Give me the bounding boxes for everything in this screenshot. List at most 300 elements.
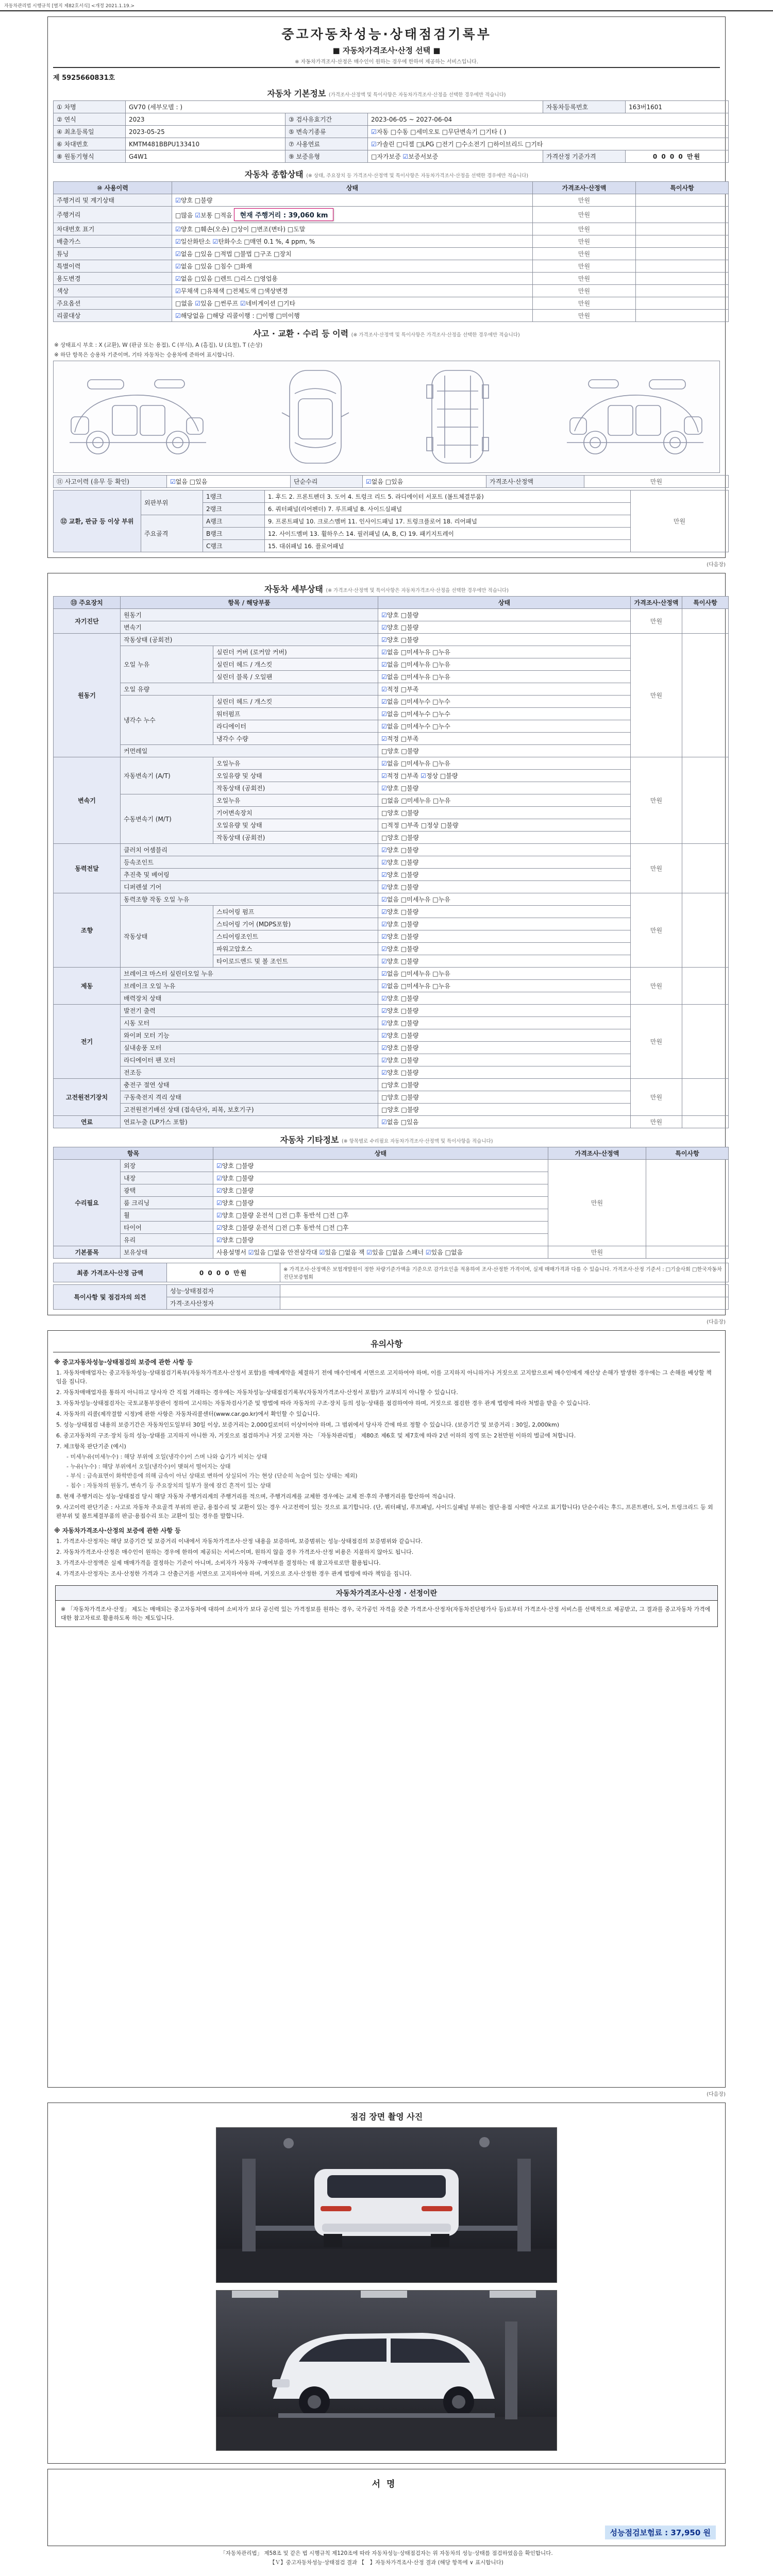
notice-item: 5. 성능·상태점검 내용의 보증기간은 자동차인도일부터 30일 이상, 보증거리는 2,000킬로미터 이상이어야 하며, 그 범위에서 당사자 간에 따로 정할 수 있습니다. (보증기간 및 보증거리 : 30일, 2,000km) xyxy=(56,1421,560,1429)
table-row xyxy=(54,906,729,918)
checkbox-group[interactable]: ☑없음 □미세누유 □누유 xyxy=(378,893,631,906)
table-cell xyxy=(646,1246,729,1259)
table-cell: 만원 xyxy=(533,310,636,322)
table-row xyxy=(54,646,729,658)
table-cell: 만원 xyxy=(533,207,636,223)
table-row xyxy=(54,150,729,163)
table-cell: ② 연식 xyxy=(54,113,126,126)
checkbox-group[interactable]: ☑양호 □불량 xyxy=(378,955,631,968)
table-cell: 상태 xyxy=(378,597,631,609)
checkbox-group[interactable]: ☑없음 □있음 □적법 □불법 □구조 □장치 xyxy=(172,248,533,260)
table-cell: 상태 xyxy=(213,1147,548,1160)
checkbox-group[interactable]: ☑없음 □있음 □렌트 □리스 □영업용 xyxy=(172,273,533,285)
table-row xyxy=(54,1147,729,1160)
notice-item: 9. 사고이력 판단기준 : 사고로 자동차 주요골격 부위의 판금, 용접수리 및 교환이 있는 경우 사고전력이 있는 것으로 표기합니다. (단, 쿼터패널, 루프패널, 사이드실패널 부위는 절단·용접 시에만 사고로 표기합니다) 단순수리는 후드, 프론트펜더, 도어, 트렁크리드 등 외판부위 및 볼트체결부품의 판금·용접수리 또는 교환이 있는 경우를 말합니다. xyxy=(56,1504,713,1520)
accident-history-table xyxy=(53,475,720,488)
table-cell xyxy=(682,1005,729,1079)
table-cell: 오일유량 및 상태 xyxy=(213,770,378,782)
checkbox-group[interactable]: ☑양호 □불량 xyxy=(378,1042,631,1054)
table-cell: 커먼레일 xyxy=(121,745,378,757)
table-cell: ⑩ 사용이력 xyxy=(54,182,172,194)
table-cell: 상태 xyxy=(172,182,533,194)
accident-parts-table xyxy=(53,490,720,552)
table-cell: 자동변속기 (A/T) xyxy=(121,757,213,794)
table-cell xyxy=(682,1079,729,1116)
table-cell: 오일유량 및 상태 xyxy=(213,819,378,832)
checkbox-group[interactable]: ☑없음 □미세누유 □누유 xyxy=(378,646,631,658)
table-row xyxy=(54,1079,729,1091)
table-row xyxy=(54,1066,729,1079)
opinion-table xyxy=(53,1284,720,1310)
notice-item: 6. 중고자동차의 구조·장치 등의 성능·상태를 고지하지 아니한 자, 거짓으로 점검하거나 거짓 고지한 자는 「자동차관리법」 제80조 제6호 및 제7호에 따라 2년 이하의 징역 또는 2천만원 이하의 벌금에 처합니다. xyxy=(56,1432,576,1439)
table-row xyxy=(54,1054,729,1066)
notice-item: - 누유(누수) : 해당 부위에서 오일(냉각수)이 맺혀서 떨어지는 상태 xyxy=(66,1463,231,1470)
checkbox-group[interactable]: ☑양호 □불량 xyxy=(378,1029,631,1042)
checkbox-group[interactable]: ☑없음 □미세누수 □누수 xyxy=(378,696,631,708)
overall-section-title: 자동차 종합상태 (※ 상태, 주요장치 등 가격조사·산정액 및 특이사항은 자동차가격조사·산정을 선택한 경우에만 적습니다) xyxy=(244,170,529,179)
table-cell: 만원 xyxy=(533,223,636,235)
checkbox-group[interactable]: ☑양호 □불량 xyxy=(378,1005,631,1017)
notice-item: 1. 가격조사·산정자는 해당 보증기간 및 보증거리 이내에서 자동차가격조사·산정 내용을 보증하며, 보증범위는 성능·상태점검의 보증범위와 같습니다. xyxy=(56,1537,423,1545)
table-cell: 가격조사·산정액 xyxy=(548,1147,646,1160)
sheet-2 xyxy=(47,573,726,1315)
final-price-table xyxy=(53,1263,720,1282)
accident-legend-2: ※ 하단 항목은 승용차 기준이며, 기타 자동차는 승용차에 준하여 표시합니다. xyxy=(54,352,234,358)
checkbox-group[interactable]: ☑양호 □불량 xyxy=(378,621,631,634)
next-page-marker-2: (다음장) xyxy=(707,1319,726,1325)
page-subtitle-note: ※ 자동차가격조사·산정은 매수인이 원하는 경우에 한하여 제공하는 서비스입니다. xyxy=(295,59,478,65)
table-cell: 12. 사이드멤버 13. 휠하우스 14. 필러패널 (A, B, C) 19. 패키지트레이 xyxy=(265,528,631,540)
checkbox-group[interactable]: ☑적정 □부족 xyxy=(378,683,631,696)
table-cell xyxy=(636,223,729,235)
checkbox-group[interactable]: ☑없음 □미세누유 □누유 xyxy=(378,671,631,683)
table-cell: 라디에이터 팬 모터 xyxy=(121,1054,378,1066)
table-cell: 실린더 커버 (로커암 커버) xyxy=(213,646,378,658)
checkbox-group[interactable]: ☑양호 □불량 xyxy=(378,1017,631,1029)
table-cell xyxy=(682,609,729,634)
checkbox-group[interactable]: ☑없음 □미세누유 □누유 xyxy=(378,980,631,992)
checkbox-group[interactable]: ☑양호 □불량 xyxy=(378,844,631,856)
table-cell: 주요옵션 xyxy=(54,297,172,310)
table-cell: 자기진단 xyxy=(54,609,121,634)
table-cell: 외판부위 xyxy=(141,490,203,515)
table-cell: 냉각수 수량 xyxy=(213,733,378,745)
car-diagram-side-right-icon xyxy=(557,365,716,468)
table-cell: 스티어링 기어 (MDPS포함) xyxy=(213,918,378,930)
checkbox-group[interactable]: ☑양호 □불량 운전석 □전 □후 동반석 □전 □후 xyxy=(213,1222,548,1234)
checkbox-group[interactable]: □없음 □미세누유 □누유 xyxy=(378,794,631,807)
checkbox-group[interactable]: ☑양호 □불량 xyxy=(213,1184,548,1197)
table-cell xyxy=(636,194,729,207)
table-row xyxy=(54,194,729,207)
checkbox-group[interactable]: ☑양호 □불량 운전석 □전 □후 동반석 □전 □후 xyxy=(213,1209,548,1222)
table-cell: 만원 xyxy=(533,260,636,273)
table-row xyxy=(54,1160,729,1172)
checkbox-group[interactable]: ☑없음 □미세누수 □누수 xyxy=(378,708,631,720)
table-cell: 룸 크리닝 xyxy=(121,1197,213,1209)
notice-item: 8. 현재 주행거리는 성능·상태점검 당시 해당 자동차 주행거리계의 주행거리를 적으며, 주행거리계를 교체한 경우에는 교체 전·후의 주행거리를 합산하여 적습니다. xyxy=(56,1493,456,1500)
table-row xyxy=(54,1246,729,1259)
table-cell: ⑥ 차대번호 xyxy=(54,138,126,150)
notice-item: 4. 자동차의 리콜(제작결함 시정)에 관한 사항은 자동차리콜센터(www.car.go.kr)에서 확인할 수 있습니다. xyxy=(56,1411,320,1418)
checkbox-group[interactable]: ☑없음 □있음 xyxy=(167,476,291,488)
checkbox-group[interactable]: ☑없음 □미세누수 □누수 xyxy=(378,720,631,733)
table-row xyxy=(54,968,729,980)
checkbox-group[interactable]: ☑없음 □있음 xyxy=(363,476,486,488)
table-cell: 고전원전기장치 xyxy=(54,1079,121,1116)
basic-section-note: (가격조사·산정액 및 특이사항은 자동차가격조사·산정을 선택한 경우에만 적습니다) xyxy=(328,92,506,98)
accident-section-note: (※ 가격조사·산정액 및 특이사항은 가격조사·산정을 선택한 경우에만 적습니다) xyxy=(351,332,520,338)
table-row xyxy=(54,1005,729,1017)
table-cell: 특이사항 및 점검자의 의견 xyxy=(54,1285,167,1310)
table-cell: 추진축 및 베어링 xyxy=(121,869,378,881)
checkbox-group[interactable]: □많음 ☑보통 □적음 현재 주행거리 : 39,060 km xyxy=(172,207,533,223)
accident-section-title: 사고 · 교환 · 수리 등 이력 (※ 가격조사·산정액 및 특이사항은 가격조사·산정을 선택한 경우에만 적습니다) xyxy=(253,329,520,338)
table-cell: 작동상태 (공회전) xyxy=(121,634,378,646)
table-row xyxy=(54,683,729,696)
table-cell: 조향 xyxy=(54,893,121,968)
title-block xyxy=(53,21,720,68)
table-cell: 변속기 xyxy=(54,757,121,844)
table-cell: 6. 쿼터패널(리어펜더) 7. 루프패널 8. 사이드실패널 xyxy=(265,503,631,515)
insurance-fee-badge: 성능점검보험료 : 37,950 원 xyxy=(605,2526,716,2539)
table-cell: 와이퍼 모터 기능 xyxy=(121,1029,378,1042)
sheet-3 xyxy=(47,1330,726,2088)
table-cell: 스티어링조인트 xyxy=(213,930,378,943)
table-cell xyxy=(280,1297,729,1310)
table-cell: 만원 xyxy=(631,757,682,844)
price-definition-title: 자동차가격조사·산정 · 선정이란 xyxy=(56,1586,717,1601)
table-row xyxy=(54,101,729,113)
checkbox-group[interactable]: ☑양호 □불량 xyxy=(378,634,631,646)
table-cell: 만원 xyxy=(533,235,636,248)
checkbox-group[interactable]: ☑가솔린 □디젤 □LPG □전기 □수소전기 □하이브리드 □기타 xyxy=(368,138,729,150)
checkbox-group[interactable]: □양호 □불량 xyxy=(378,1104,631,1116)
table-row xyxy=(54,260,729,273)
table-row xyxy=(54,844,729,856)
notice-item: 2. 자동차매매업자를 통하지 아니하고 당사자 간 직접 거래하는 경우에는 자동차성능·상태점검기록부(자동차가격조사·산정서 포함)가 교부되지 아니할 수 있습니다. xyxy=(56,1389,458,1396)
checkbox-group[interactable]: ☑양호 □불량 xyxy=(213,1172,548,1184)
table-cell xyxy=(636,310,729,322)
table-cell: 만원 xyxy=(631,968,682,1005)
table-cell: 만원 xyxy=(631,609,682,634)
table-cell: 오일누유 xyxy=(213,757,378,770)
form-reference-strip xyxy=(0,0,773,11)
table-cell: 만원 xyxy=(631,1079,682,1116)
table-cell: B랭크 xyxy=(203,528,265,540)
table-cell: G4W1 xyxy=(126,150,285,163)
checkbox-group[interactable]: □양호 □불량 xyxy=(378,1079,631,1091)
table-cell: 가격·조사산정자 xyxy=(167,1297,280,1310)
table-cell: 전조등 xyxy=(121,1066,378,1079)
table-cell: 충전구 절연 상태 xyxy=(121,1079,378,1091)
checkbox-group[interactable]: ☑양호 □불량 xyxy=(213,1197,548,1209)
table-row xyxy=(54,696,729,708)
table-row xyxy=(54,223,729,235)
table-cell: 작동상태 (공회전) xyxy=(213,832,378,844)
car-diagram-underbody-icon xyxy=(414,365,501,468)
table-cell: 클러치 어셈블리 xyxy=(121,844,378,856)
table-cell: 배력장치 상태 xyxy=(121,992,378,1005)
detail-section-note: (※ 가격조사·산정액 및 특이사항은 자동차가격조사·산정을 선택한 경우에만 적습니다) xyxy=(326,588,509,594)
table-cell: 가격조사·산정액 xyxy=(631,597,682,609)
table-cell: 만원 xyxy=(533,194,636,207)
checkbox-group[interactable]: □없음 ☑있음 □썬루프 ☑네비게이션 □기타 xyxy=(172,297,533,310)
table-cell: 가격조사·산정액 xyxy=(486,476,584,488)
notice-item: - 침수 : 자동차의 원동기, 변속기 등 주요장치의 일부가 물에 잠긴 흔적이 있는 상태 xyxy=(66,1482,271,1489)
table-cell: 항목 / 해당부품 xyxy=(121,597,378,609)
checkbox-group[interactable]: ☑양호 □불량 xyxy=(378,881,631,893)
other-section-title: 자동차 기타정보 (※ 항목별로 수리필요 자동차가격조사·산정액 및 특이사항을 적습니다) xyxy=(280,1135,493,1145)
table-cell: 1. 후드 2. 프론트펜더 3. 도어 4. 트렁크 리드 5. 라디에이터 서포트 (볼트체결부품) xyxy=(265,490,631,503)
table-cell: 수리필요 xyxy=(54,1160,121,1246)
table-cell: 튜닝 xyxy=(54,248,172,260)
table-cell: 광택 xyxy=(121,1184,213,1197)
page-footer xyxy=(47,2549,726,2568)
table-cell: 시동 모터 xyxy=(121,1017,378,1029)
checkbox-group[interactable]: ☑없음 □미세누유 □누유 xyxy=(378,658,631,671)
table-row xyxy=(54,745,729,757)
table-cell: ⑧ 원동기형식 xyxy=(54,150,126,163)
table-cell: 작동상태 xyxy=(121,906,213,968)
table-cell xyxy=(636,207,729,223)
checkbox-group[interactable]: ☑양호 □불량 xyxy=(378,609,631,621)
table-cell: 2랭크 xyxy=(203,503,265,515)
table-cell: 만원 xyxy=(631,490,729,552)
sheet-4 xyxy=(47,2103,726,2464)
checkbox-group[interactable]: ☑없음 □있음 □침수 □화재 xyxy=(172,260,533,273)
table-cell: ④ 최초등록일 xyxy=(54,126,126,138)
table-cell: KMTM481BBPU133410 xyxy=(126,138,285,150)
table-cell: C랭크 xyxy=(203,540,265,552)
table-cell: GV70 (세부모델 : ) xyxy=(126,101,543,113)
table-cell: 발전기 출력 xyxy=(121,1005,378,1017)
table-cell: ⑤ 변속기종류 xyxy=(285,126,368,138)
table-cell: 차대번호 표기 xyxy=(54,223,172,235)
checkbox-group[interactable]: ※ 가격조사·산정액은 보험개발원이 정한 차량기준가액을 기준으로 감가요인을 적용하여 조사·산정한 가격이며, 실제 매매가격과 다를 수 있습니다. 가격조사·산정 기준서 : □기술사회 □한국자동차진단보증협회 xyxy=(280,1263,729,1282)
detail-section-title: 자동차 세부상태 (※ 가격조사·산정액 및 특이사항은 자동차가격조사·산정을 선택한 경우에만 적습니다) xyxy=(264,584,509,594)
table-cell: 오일 누유 xyxy=(121,646,213,683)
table-row xyxy=(54,1104,729,1116)
table-cell: 원동기 xyxy=(54,634,121,757)
table-row xyxy=(54,1029,729,1042)
table-cell: 용도변경 xyxy=(54,273,172,285)
table-cell: 만원 xyxy=(631,1005,682,1079)
table-row xyxy=(54,310,729,322)
checkbox-group[interactable]: □양호 □불량 xyxy=(378,745,631,757)
table-cell: 오일누유 xyxy=(213,794,378,807)
table-cell xyxy=(682,893,729,968)
table-cell: 기어변속장치 xyxy=(213,807,378,819)
sheet-1 xyxy=(47,16,726,558)
table-cell: 주요골격 xyxy=(141,515,203,552)
notice-item: ※ 중고자동차성능·상태점검의 보증에 관한 사항 등 xyxy=(54,1359,193,1366)
table-row xyxy=(54,182,729,194)
table-cell: ⑦ 사용연료 xyxy=(285,138,368,150)
table-cell: ⑪ 사고이력 (유무 등 확인) xyxy=(54,476,167,488)
notice-title: 유의사항 xyxy=(53,1335,720,1352)
checkbox-group[interactable]: ☑양호 □불량 xyxy=(378,930,631,943)
table-cell xyxy=(636,285,729,297)
table-cell: 0 0 0 0 만원 xyxy=(626,150,729,163)
table-cell: 성능·상태점검자 xyxy=(167,1285,280,1297)
table-cell: 가격산정 기준가격 xyxy=(543,150,626,163)
checkbox-group[interactable]: □자가보증 ☑보증서보증 xyxy=(368,150,543,163)
checkbox-group[interactable]: □적정 □부족 □정상 □불량 xyxy=(378,819,631,832)
checkbox-group[interactable]: ☑없음 □미세누유 □누유 xyxy=(378,968,631,980)
table-cell: 2023 xyxy=(126,113,285,126)
table-cell: ⑨ 보증유형 xyxy=(285,150,368,163)
table-cell: 스티어링 펌프 xyxy=(213,906,378,918)
table-cell: 만원 xyxy=(548,1160,646,1246)
checkbox-group[interactable]: ☑양호 □불량 xyxy=(378,1054,631,1066)
table-row xyxy=(54,1263,729,1282)
table-cell: 타이어 xyxy=(121,1222,213,1234)
checkbox-group[interactable]: ☑양호 □불량 xyxy=(378,943,631,955)
checkbox-group[interactable]: 사용설명서 ☑있음 □없음 안전삼각대 ☑있음 □없음 잭 ☑있음 □없음 스패너 ☑있음 □없음 xyxy=(213,1246,548,1259)
checkbox-group[interactable]: ☑양호 □불량 xyxy=(378,906,631,918)
table-cell: 타이로드엔드 및 볼 조인트 xyxy=(213,955,378,968)
price-definition-box xyxy=(55,1585,718,1627)
table-cell: 작동상태 (공회전) xyxy=(213,782,378,794)
photo-section-title: 점검 장면 촬영 사진 xyxy=(350,2112,423,2122)
table-cell: 실린더 헤드 / 개스킷 xyxy=(213,658,378,671)
table-row xyxy=(54,113,729,126)
checkbox-group[interactable]: ☑없음 □있음 xyxy=(378,1116,631,1128)
checkbox-group[interactable]: ☑없음 □미세누유 □누유 xyxy=(378,757,631,770)
checkbox-group[interactable]: ☑무채색 □유채색 □전체도색 □색상변경 xyxy=(172,285,533,297)
table-cell: 단순수리 xyxy=(291,476,363,488)
notice-item: 3. 가격조사·산정액은 실제 매매가격을 결정하는 기준이 아니며, 소비자가 자동차 구매여부를 결정하는 데 참고자료로만 활용됩니다. xyxy=(56,1559,381,1566)
checkbox-group[interactable]: ☑양호 □불량 xyxy=(378,918,631,930)
checkbox-group[interactable]: ☑양호 □훼손(오손) □상이 □변조(변타) □도말 xyxy=(172,223,533,235)
table-cell: 휠 xyxy=(121,1209,213,1222)
table-cell: 원동기 xyxy=(121,609,378,621)
table-cell: 실린더 블록 / 오일팬 xyxy=(213,671,378,683)
table-cell: 만원 xyxy=(584,476,729,488)
footer-line-2: 【Ｖ】중고자동차성능·상태점검 결과 【 】자동차가격조사·산정 결과 (해당 항목에 ∨ 표시합니다) xyxy=(270,2559,503,2566)
table-cell: 항목 xyxy=(54,1147,213,1160)
table-cell: 동력조향 작동 오일 누유 xyxy=(121,893,378,906)
basic-info-table xyxy=(53,100,720,163)
table-cell xyxy=(682,844,729,893)
table-row xyxy=(54,515,729,528)
table-cell: 브레이크 오일 누유 xyxy=(121,980,378,992)
table-cell: 9. 프론트패널 10. 크로스멤버 11. 인사이드패널 17. 트렁크플로어 18. 리어패널 xyxy=(265,515,631,528)
table-cell: 내장 xyxy=(121,1172,213,1184)
table-cell: 최종 가격조사·산정 금액 xyxy=(54,1263,167,1282)
table-cell: 특이사항 xyxy=(682,597,729,609)
table-cell: ③ 검사유효기간 xyxy=(285,113,368,126)
table-cell: 파워고압호스 xyxy=(213,943,378,955)
table-cell: ⑫ 교환, 판금 등 이상 부위 xyxy=(54,490,141,552)
table-cell: 연료누출 (LP가스 포함) xyxy=(121,1116,378,1128)
notice-item: 4. 가격조사·산정자는 조사·산정한 가격과 그 산출근거를 서면으로 고지하여야 하며, 거짓으로 조사·산정한 경우 관계 법령에 따라 책임을 집니다. xyxy=(56,1570,412,1577)
table-cell: 만원 xyxy=(533,273,636,285)
checkbox-group[interactable]: ☑적정 □부족 ☑정상 □불량 xyxy=(378,770,631,782)
checkbox-group[interactable]: ☑양호 □불량 xyxy=(213,1160,548,1172)
table-row xyxy=(54,869,729,881)
table-cell: 특이사항 xyxy=(636,182,729,194)
table-cell: 기본품목 xyxy=(54,1246,121,1259)
table-cell: 디퍼렌셜 기어 xyxy=(121,881,378,893)
page-subtitle: ■ 자동차가격조사·산정 선택 ■ xyxy=(332,46,441,55)
table-row xyxy=(54,597,729,609)
table-row xyxy=(54,757,729,770)
table-cell: 구동축전지 격리 상태 xyxy=(121,1091,378,1104)
notice-item: ※ 자동차가격조사·산정의 보증에 관한 사항 등 xyxy=(54,1527,181,1534)
table-row xyxy=(54,297,729,310)
checkbox-group[interactable]: □양호 □불량 xyxy=(378,807,631,819)
table-cell: 전기 xyxy=(54,1005,121,1079)
table-cell xyxy=(636,248,729,260)
table-cell: 163버1601 xyxy=(626,101,729,113)
table-cell: 외장 xyxy=(121,1160,213,1172)
table-cell xyxy=(646,1160,729,1246)
notice-item: 1. 자동차매매업자는 중고자동차성능·상태점검기록부(자동차가격조사·산정서 포함)를 매매계약을 체결하기 전에 매수인에게 서면으로 고지하여야 하며, 이를 고지하지 아니하거나 거짓으로 고지함으로써 매수인에게 재산상 손해가 발생한 경우에는 그 손해를 배상할 책임을 집니다. xyxy=(56,1369,712,1385)
table-cell xyxy=(682,634,729,757)
table-cell: 보유상태 xyxy=(121,1246,213,1259)
checkbox-group[interactable]: ☑해당없음 □해당 리콜이행 : □이행 □미이행 xyxy=(172,310,533,322)
table-cell: 유리 xyxy=(121,1234,213,1246)
table-row xyxy=(54,1042,729,1054)
table-row xyxy=(54,609,729,621)
overall-status-table xyxy=(53,181,720,322)
accident-legend-1: ※ 상태표시 부호 : X (교환), W (판금 또는 용접), C (부식), A (흠집), U (요철), T (손상) xyxy=(54,342,263,348)
table-cell: 만원 xyxy=(533,297,636,310)
table-cell: 브레이크 마스터 실린더오일 누유 xyxy=(121,968,378,980)
table-cell: 만원 xyxy=(548,1246,646,1259)
notice-item: 7. 체크항목 판단기준 (예시) xyxy=(56,1443,126,1450)
table-cell: 연료 xyxy=(54,1116,121,1128)
checkbox-group[interactable]: □양호 □불량 xyxy=(378,1091,631,1104)
table-row xyxy=(54,126,729,138)
price-definition-body: ※ 「자동차가격조사·산정」 제도는 매매되는 중고자동차에 대하여 소비자가 보다 공신력 있는 가격정보를 원하는 경우, 국가공인 자격을 갖춘 가격조사·산정자(자동차진단평가사 등)로부터 가격조사·산정 서비스를 선택적으로 제공받고, 그 결과를 중고자동차 가격에 대한 참고자료로 활용하도록 하는 제도입니다. xyxy=(61,1605,711,1621)
table-row xyxy=(54,1285,729,1297)
other-section-note: (※ 항목별로 수리필요 자동차가격조사·산정액 및 특이사항을 적습니다) xyxy=(341,1139,493,1144)
table-cell: 배출가스 xyxy=(54,235,172,248)
table-row xyxy=(54,207,729,223)
table-row xyxy=(54,273,729,285)
table-cell: 실내송풍 모터 xyxy=(121,1042,378,1054)
table-cell: 만원 xyxy=(631,1116,682,1128)
car-diagram-top-icon xyxy=(272,365,359,468)
table-cell: 냉각수 누수 xyxy=(121,696,213,745)
notice-item: - 미세누유(미세누수) : 해당 부위에 오일(냉각수)이 스며 나와 습기가 비치는 상태 xyxy=(66,1453,267,1461)
checkbox-group[interactable]: ☑적정 □부족 xyxy=(378,733,631,745)
other-info-table xyxy=(53,1147,720,1259)
table-cell: 가격조사·산정액 xyxy=(533,182,636,194)
checkbox-group[interactable]: ☑양호 □불량 xyxy=(378,1066,631,1079)
checkbox-group[interactable]: ☑양호 □불량 xyxy=(378,992,631,1005)
car-diagram-side-left-icon xyxy=(57,365,216,468)
table-row xyxy=(54,1116,729,1128)
checkbox-group[interactable]: □양호 □불량 xyxy=(378,832,631,844)
checkbox-group[interactable]: ☑자동 □수동 □세미오토 □무단변속기 □기타 ( ) xyxy=(368,126,729,138)
signature-title: 서명 xyxy=(372,2479,401,2489)
table-cell: 2023-05-25 xyxy=(126,126,285,138)
checkbox-group[interactable]: ☑양호 □불량 xyxy=(378,869,631,881)
checkbox-group[interactable]: ☑양호 □불량 xyxy=(378,856,631,869)
table-cell: 실린더 헤드 / 개스킷 xyxy=(213,696,378,708)
checkbox-group[interactable]: ☑일산화탄소 ☑탄화수소 □매연 0.1 %, 4 ppm, % xyxy=(172,235,533,248)
checkbox-group[interactable]: ☑양호 □불량 xyxy=(172,194,533,207)
doc-number: 제 5925660831호 xyxy=(53,74,115,82)
checkbox-group[interactable]: ☑양호 □불량 xyxy=(213,1234,548,1246)
table-cell: 만원 xyxy=(533,285,636,297)
table-cell: 라디에이터 xyxy=(213,720,378,733)
checkbox-group[interactable]: ☑양호 □불량 xyxy=(378,782,631,794)
